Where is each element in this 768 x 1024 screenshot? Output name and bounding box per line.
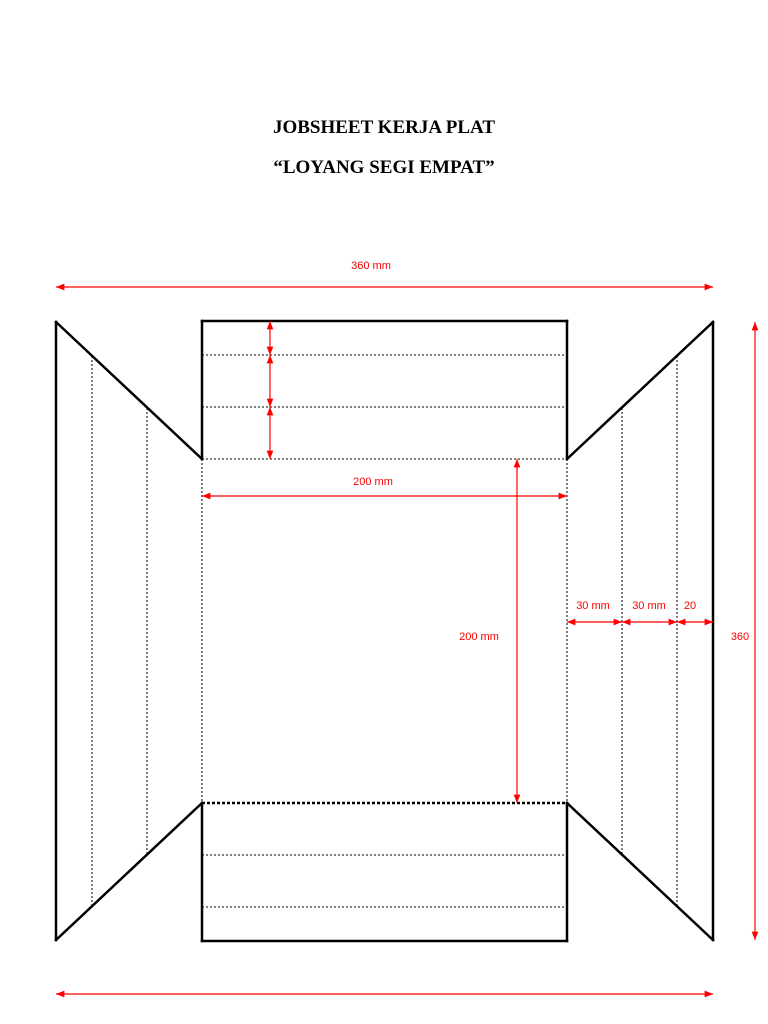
- left-top-diagonal: [56, 322, 202, 459]
- right-top-diagonal: [567, 322, 713, 459]
- dimension-lines: [56, 287, 755, 994]
- left-bottom-diagonal: [56, 803, 202, 940]
- dimension-labels: [351, 260, 749, 643]
- side-segment-1-label: 30 mm: [576, 600, 610, 612]
- pattern-outline: [56, 321, 713, 941]
- center-height-label: 200 mm: [459, 631, 499, 643]
- right-bottom-diagonal: [567, 803, 713, 940]
- overall-width-label: 360 mm: [351, 260, 391, 272]
- overall-height-label: 360: [730, 631, 750, 643]
- side-segment-3-label: 20: [683, 600, 697, 612]
- jobsheet-subtitle: “LOYANG SEGI EMPAT”: [273, 157, 495, 178]
- center-width-label: 200 mm: [353, 476, 393, 488]
- side-segment-2-label: 30 mm: [632, 600, 666, 612]
- jobsheet-title: JOBSHEET KERJA PLAT: [272, 117, 496, 138]
